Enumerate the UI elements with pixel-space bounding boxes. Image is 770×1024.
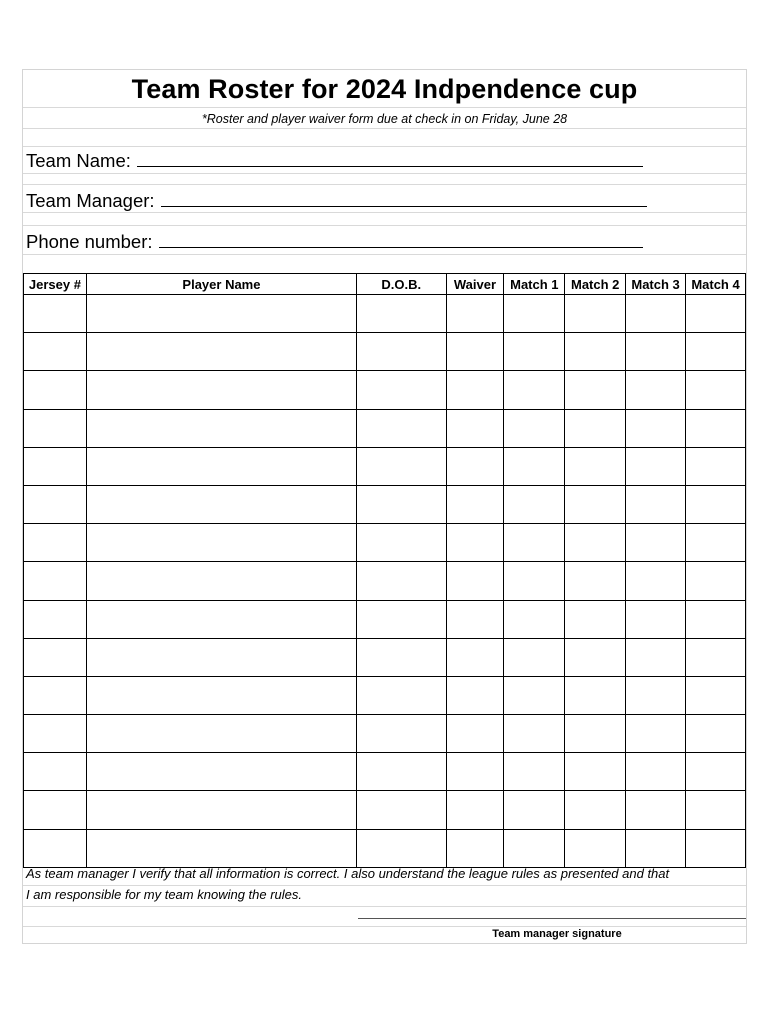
table-cell[interactable] <box>86 829 356 867</box>
table-cell[interactable] <box>24 447 87 485</box>
table-cell[interactable] <box>86 371 356 409</box>
header-jersey: Jersey # <box>24 274 87 295</box>
table-cell[interactable] <box>626 676 686 714</box>
table-row <box>24 715 746 753</box>
team-manager-underline[interactable] <box>161 188 647 207</box>
table-cell[interactable] <box>24 409 87 447</box>
table-cell[interactable] <box>504 753 565 791</box>
table-cell[interactable] <box>626 295 686 333</box>
table-cell[interactable] <box>626 562 686 600</box>
table-cell[interactable] <box>86 447 356 485</box>
roster-sheet <box>22 69 747 944</box>
table-cell[interactable] <box>686 562 746 600</box>
table-cell[interactable] <box>686 447 746 485</box>
table-cell[interactable] <box>565 753 626 791</box>
table-row <box>24 638 746 676</box>
table-cell[interactable] <box>504 829 565 867</box>
table-cell[interactable] <box>357 333 447 371</box>
table-cell[interactable] <box>626 753 686 791</box>
table-cell[interactable] <box>446 333 504 371</box>
manager-statement-line-1: As team manager I verify that all information is correct. I also understand the league rules as presented and that <box>26 866 670 881</box>
table-cell[interactable] <box>357 715 447 753</box>
table-cell[interactable] <box>86 676 356 714</box>
table-cell[interactable] <box>446 715 504 753</box>
table-cell[interactable] <box>565 600 626 638</box>
table-cell[interactable] <box>504 371 565 409</box>
grid-line <box>23 173 746 174</box>
table-row <box>24 753 746 791</box>
table-row <box>24 676 746 714</box>
table-cell[interactable] <box>626 485 686 523</box>
table-row <box>24 600 746 638</box>
table-cell[interactable] <box>24 485 87 523</box>
table-row <box>24 829 746 867</box>
table-cell[interactable] <box>446 562 504 600</box>
table-cell[interactable] <box>86 409 356 447</box>
table-cell[interactable] <box>565 371 626 409</box>
table-row <box>24 371 746 409</box>
table-header-row <box>24 274 746 295</box>
table-cell[interactable] <box>24 333 87 371</box>
team-name-label: Team Name: <box>26 150 131 171</box>
table-cell[interactable] <box>504 485 565 523</box>
table-cell[interactable] <box>357 485 447 523</box>
table-row <box>24 524 746 562</box>
table-cell[interactable] <box>504 600 565 638</box>
table-cell[interactable] <box>446 447 504 485</box>
table-cell[interactable] <box>686 409 746 447</box>
table-cell[interactable] <box>626 371 686 409</box>
phone-number-underline[interactable] <box>159 229 643 248</box>
team-name-field[interactable] <box>26 148 643 172</box>
table-cell[interactable] <box>686 371 746 409</box>
table-cell[interactable] <box>626 715 686 753</box>
table-cell[interactable] <box>446 753 504 791</box>
table-cell[interactable] <box>565 676 626 714</box>
header-match-1: Match 1 <box>504 274 565 295</box>
table-cell[interactable] <box>446 371 504 409</box>
table-cell[interactable] <box>504 524 565 562</box>
table-row <box>24 791 746 829</box>
table-cell[interactable] <box>86 485 356 523</box>
table-cell[interactable] <box>565 638 626 676</box>
header-match-4: Match 4 <box>686 274 746 295</box>
table-cell[interactable] <box>24 753 87 791</box>
grid-line <box>23 885 746 886</box>
form-subtitle: *Roster and player waiver form due at check in on Friday, June 28 <box>201 112 568 126</box>
team-manager-field[interactable] <box>26 188 647 212</box>
table-cell[interactable] <box>357 829 447 867</box>
table-cell[interactable] <box>446 638 504 676</box>
table-cell[interactable] <box>504 333 565 371</box>
table-cell[interactable] <box>86 791 356 829</box>
table-cell[interactable] <box>86 524 356 562</box>
table-cell[interactable] <box>357 409 447 447</box>
table-cell[interactable] <box>504 791 565 829</box>
table-cell[interactable] <box>24 295 87 333</box>
table-cell[interactable] <box>686 295 746 333</box>
table-cell[interactable] <box>446 409 504 447</box>
grid-line <box>23 906 746 907</box>
form-title: Team Roster for 2024 Indpendence cup <box>131 74 638 104</box>
table-row <box>24 447 746 485</box>
roster-table <box>23 273 746 868</box>
table-cell[interactable] <box>565 562 626 600</box>
table-cell[interactable] <box>504 295 565 333</box>
table-cell[interactable] <box>86 562 356 600</box>
grid-line <box>23 107 746 108</box>
table-cell[interactable] <box>686 753 746 791</box>
signature-line[interactable] <box>358 918 746 919</box>
table-cell[interactable] <box>86 638 356 676</box>
table-cell[interactable] <box>626 333 686 371</box>
table-cell[interactable] <box>686 791 746 829</box>
table-cell[interactable] <box>626 791 686 829</box>
table-cell[interactable] <box>565 447 626 485</box>
table-row <box>24 333 746 371</box>
table-cell[interactable] <box>686 333 746 371</box>
header-player-name: Player Name <box>86 274 356 295</box>
table-cell[interactable] <box>686 524 746 562</box>
grid-line <box>23 212 746 213</box>
table-cell[interactable] <box>86 753 356 791</box>
table-cell[interactable] <box>24 638 87 676</box>
table-cell[interactable] <box>446 676 504 714</box>
header-dob: D.O.B. <box>357 274 447 295</box>
table-cell[interactable] <box>504 638 565 676</box>
table-row <box>24 295 746 333</box>
table-row <box>24 562 746 600</box>
phone-number-field[interactable] <box>26 229 643 253</box>
table-cell[interactable] <box>626 829 686 867</box>
table-row <box>24 485 746 523</box>
table-cell[interactable] <box>357 676 447 714</box>
table-cell[interactable] <box>504 676 565 714</box>
table-cell[interactable] <box>565 485 626 523</box>
table-cell[interactable] <box>626 447 686 485</box>
header-waiver: Waiver <box>446 274 504 295</box>
header-match-2: Match 2 <box>565 274 626 295</box>
table-cell[interactable] <box>357 371 447 409</box>
table-cell[interactable] <box>446 829 504 867</box>
table-cell[interactable] <box>24 715 87 753</box>
table-cell[interactable] <box>86 715 356 753</box>
table-cell[interactable] <box>686 715 746 753</box>
table-cell[interactable] <box>446 485 504 523</box>
table-cell[interactable] <box>24 562 87 600</box>
signature-label: Team manager signature <box>492 928 622 940</box>
table-cell[interactable] <box>86 333 356 371</box>
table-cell[interactable] <box>24 791 87 829</box>
table-cell[interactable] <box>504 409 565 447</box>
table-cell[interactable] <box>24 371 87 409</box>
grid-line <box>23 184 746 185</box>
table-cell[interactable] <box>686 676 746 714</box>
table-cell[interactable] <box>626 638 686 676</box>
roster-body <box>24 295 746 868</box>
table-cell[interactable] <box>686 638 746 676</box>
table-cell[interactable] <box>565 829 626 867</box>
table-cell[interactable] <box>357 600 447 638</box>
grid-line <box>23 254 746 255</box>
team-manager-label: Team Manager: <box>26 190 155 211</box>
table-cell[interactable] <box>565 333 626 371</box>
table-cell[interactable] <box>565 715 626 753</box>
manager-statement-line-2: I am responsible for my team knowing the rules. <box>26 887 303 902</box>
header-match-3: Match 3 <box>626 274 686 295</box>
table-cell[interactable] <box>626 409 686 447</box>
table-cell[interactable] <box>626 600 686 638</box>
table-cell[interactable] <box>24 829 87 867</box>
table-cell[interactable] <box>504 447 565 485</box>
table-cell[interactable] <box>446 295 504 333</box>
table-cell[interactable] <box>504 715 565 753</box>
table-cell[interactable] <box>565 295 626 333</box>
table-cell[interactable] <box>626 524 686 562</box>
table-cell[interactable] <box>446 791 504 829</box>
table-cell[interactable] <box>357 753 447 791</box>
table-cell[interactable] <box>24 524 87 562</box>
table-cell[interactable] <box>446 524 504 562</box>
table-cell[interactable] <box>565 409 626 447</box>
table-cell[interactable] <box>24 600 87 638</box>
table-cell[interactable] <box>357 524 447 562</box>
table-cell[interactable] <box>86 295 356 333</box>
table-cell[interactable] <box>446 600 504 638</box>
grid-line <box>23 128 746 129</box>
table-cell[interactable] <box>357 447 447 485</box>
team-name-underline[interactable] <box>137 148 643 167</box>
grid-line <box>23 146 746 147</box>
table-cell[interactable] <box>565 791 626 829</box>
grid-line <box>23 926 746 927</box>
table-cell[interactable] <box>565 524 626 562</box>
table-cell[interactable] <box>686 600 746 638</box>
table-cell[interactable] <box>686 485 746 523</box>
table-cell[interactable] <box>504 562 565 600</box>
table-cell[interactable] <box>686 829 746 867</box>
table-cell[interactable] <box>86 600 356 638</box>
table-cell[interactable] <box>357 295 447 333</box>
table-cell[interactable] <box>357 638 447 676</box>
table-row <box>24 409 746 447</box>
grid-line <box>23 225 746 226</box>
table-cell[interactable] <box>357 562 447 600</box>
table-cell[interactable] <box>357 791 447 829</box>
table-cell[interactable] <box>24 676 87 714</box>
phone-number-label: Phone number: <box>26 231 153 252</box>
